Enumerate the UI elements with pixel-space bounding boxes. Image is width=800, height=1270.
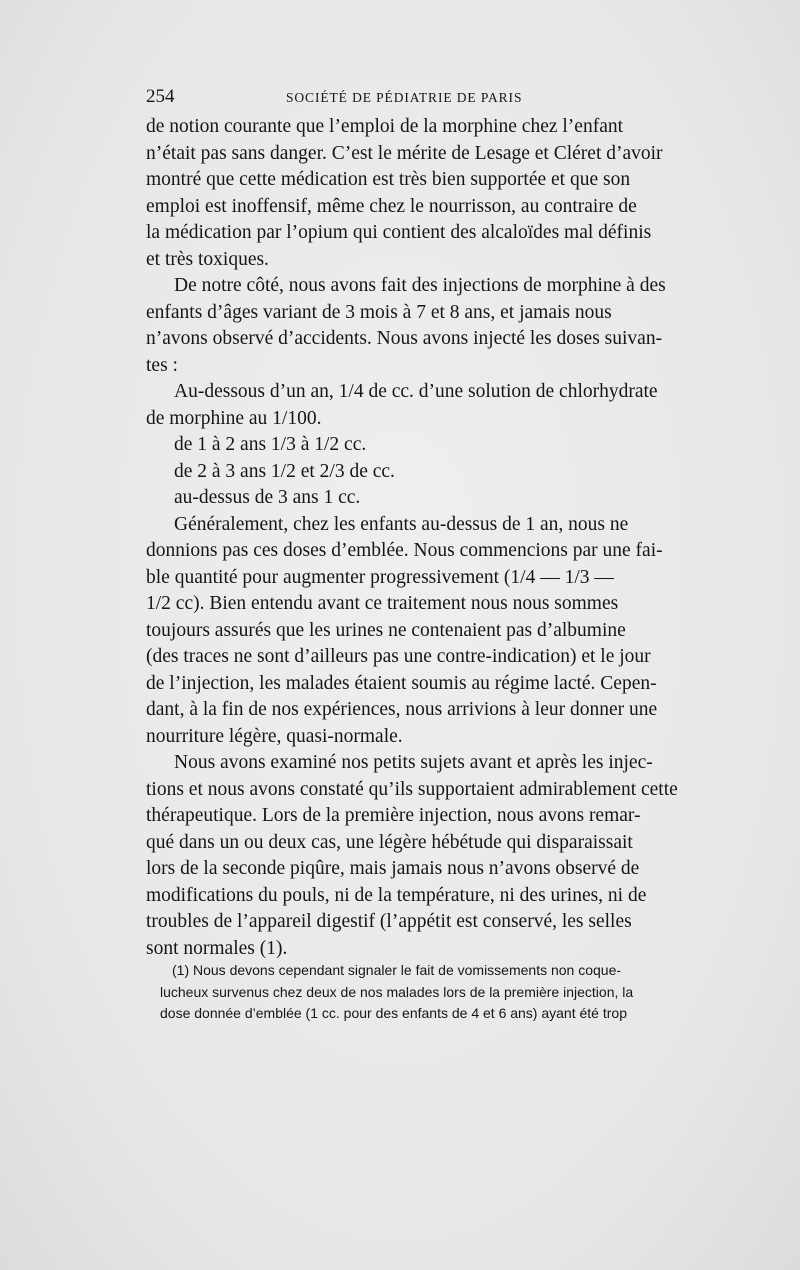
footnote-line: dose donnée d’emblée (1 cc. pour des enfants de 4 et 6 ans) ayant été trop: [160, 1005, 627, 1021]
text-line: tions et nous avons constaté qu’ils supportaient admirablement cette: [146, 778, 678, 800]
running-head: SOCIÉTÉ DE PÉDIATRIE DE PARIS: [286, 90, 523, 105]
text-line: de l’injection, les malades étaient soumis au régime lacté. Cepen-: [146, 672, 657, 694]
text-line: 1/2 cc). Bien entendu avant ce traitement nous nous sommes: [146, 593, 619, 614]
text-line: modifications du pouls, ni de la température, ni des urines, ni de: [146, 884, 647, 906]
text-line: et très toxiques.: [146, 248, 269, 270]
body-text: [146, 114, 698, 962]
footnote-line: (1) Nous devons cependant signaler le fait de vomissements non coque-: [172, 962, 622, 978]
text-line: thérapeutique. Lors de la première injection, nous avons remar-: [146, 805, 641, 826]
paragraph-start-line: De notre côté, nous avons fait des injections de morphine à des: [174, 275, 666, 296]
paragraph-start-line: Nous avons examiné nos petits sujets avant et après les injec-: [174, 752, 653, 773]
text-line: de notion courante que l’emploi de la morphine chez l’enfant: [146, 116, 624, 137]
footnote: [160, 960, 695, 1025]
text-line: n’était pas sans danger. C’est le mérite de Lesage et Cléret d’avoir: [146, 142, 663, 164]
text-line: montré que cette médication est très bien supportée et que son: [146, 169, 631, 190]
paragraph-start-line: Généralement, chez les enfants au-dessus de 1 an, nous ne: [174, 513, 629, 535]
text-line: donnions pas ces doses d’emblée. Nous commencions par une fai-: [146, 540, 663, 561]
page-number: 254: [146, 86, 175, 107]
footnote-line: lucheux survenus chez deux de nos malades lors de la première injection, la: [160, 983, 634, 1000]
text-line: toujours assurés que les urines ne contenaient pas d’albumine: [146, 619, 626, 641]
text-line: qué dans un ou deux cas, une légère hébétude qui disparaissait: [146, 831, 633, 853]
dose-line: de morphine au 1/100.: [146, 407, 322, 429]
text-line: dant, à la fin de nos expériences, nous arrivions à leur donner une: [146, 699, 658, 720]
dose-line: Au-dessous d’un an, 1/4 de cc. d’une solution de chlorhydrate: [174, 381, 658, 402]
text-line: n’avons observé d’accidents. Nous avons injecté les doses suivan-: [146, 328, 663, 349]
dose-line: de 1 à 2 ans 1/3 à 1/2 cc.: [174, 434, 367, 455]
text-line: emploi est inoffensif, même chez le nourrisson, au contraire de: [146, 195, 637, 217]
text-line: tes :: [146, 354, 178, 376]
dose-line: au-dessus de 3 ans 1 cc.: [174, 487, 361, 508]
text-line: lors de la seconde piqûre, mais jamais nous n’avons observé de: [146, 858, 640, 879]
text-line: (des traces ne sont d’ailleurs pas une contre-indication) et le jour: [146, 646, 651, 667]
page-header: [146, 86, 562, 110]
text-line: nourriture légère, quasi-normale.: [146, 725, 403, 747]
dose-line: de 2 à 3 ans 1/2 et 2/3 de cc.: [174, 460, 395, 482]
text-line: ble quantité pour augmenter progressivement (1/4 — 1/3 —: [146, 566, 614, 588]
text-line: troubles de l’appareil digestif (l’appétit est conservé, les selles: [146, 911, 632, 932]
text-line: la médication par l’opium qui contient des alcaloïdes mal définis: [146, 222, 652, 243]
text-line: sont normales (1).: [146, 937, 288, 959]
text-line: enfants d’âges variant de 3 mois à 7 et 8 ans, et jamais nous: [146, 301, 612, 323]
